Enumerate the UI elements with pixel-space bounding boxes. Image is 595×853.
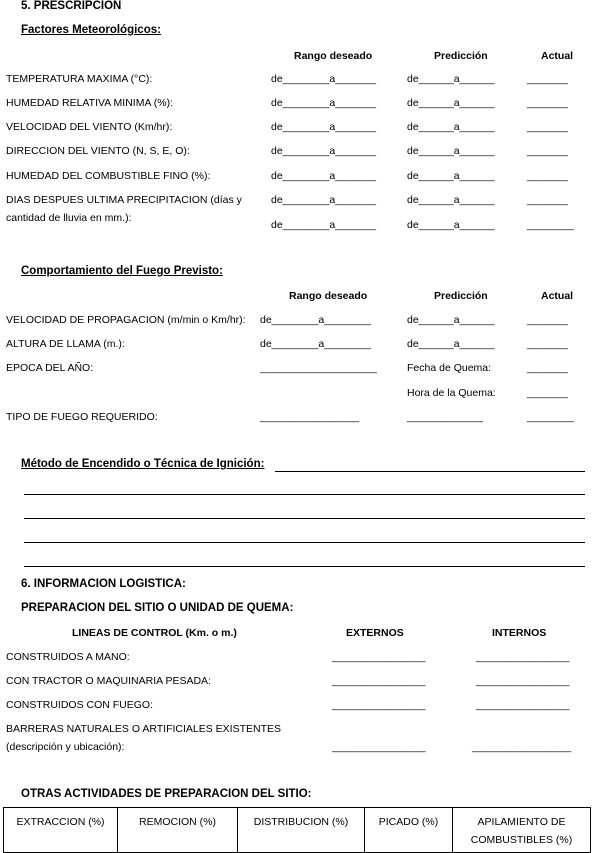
dias-rango-2[interactable]: de________a_______ — [271, 219, 377, 231]
tipo-fuego-label: TIPO DE FUEGO REQUERIDO: — [6, 411, 158, 423]
dias-pred-2[interactable]: de______a______ — [407, 219, 495, 231]
col-lineas-control: LINEAS DE CONTROL (Km. o m.) — [72, 627, 237, 639]
dias-label-line1: DIAS DESPUES ULTIMA PRECIPITACION (días y — [6, 194, 242, 206]
fire-row-label: ALTURA DE LLAMA (m.): — [6, 338, 125, 350]
met-row-label: VELOCIDAD DEL VIENTO (Km/hr): — [6, 121, 173, 133]
met-row-prediccion[interactable]: de______a______ — [407, 121, 495, 133]
met-row-rango[interactable]: de________a_______ — [271, 97, 377, 109]
site-preparation-heading: PREPARACION DEL SITIO O UNIDAD DE QUEMA: — [21, 602, 294, 614]
hora-quema-actual[interactable]: _______ — [527, 387, 568, 399]
met-row-prediccion[interactable]: de______a______ — [407, 73, 495, 85]
meteorological-factors-heading: Factores Meteorológicos: — [21, 24, 161, 36]
barreras-label-line2: (descripción y ubicación): — [6, 741, 125, 753]
tipo-fuego-actual[interactable]: ________ — [527, 411, 574, 423]
ignition-method-line-4[interactable] — [24, 566, 585, 567]
met-row-label: HUMEDAD DEL COMBUSTIBLE FINO (%): — [6, 170, 211, 182]
fire-row-prediccion[interactable]: de______a______ — [407, 314, 495, 326]
section-5-title: 5. PRESCRIPCION — [21, 0, 122, 12]
met-row-actual[interactable]: _______ — [527, 121, 568, 133]
met-row-rango[interactable]: de________a_______ — [271, 121, 377, 133]
ignition-method-line-2[interactable] — [24, 518, 585, 519]
table-row — [4, 808, 591, 853]
control-line-label: CONSTRUIDOS A MANO: — [6, 651, 130, 663]
met-row-prediccion[interactable]: de______a______ — [407, 145, 495, 157]
control-line-externos[interactable]: ________________ — [332, 699, 426, 711]
other-activities-table — [3, 807, 591, 853]
met-row-actual[interactable]: _______ — [527, 145, 568, 157]
fire-col-actual: Actual — [541, 290, 574, 302]
met-row-actual[interactable]: _______ — [527, 97, 568, 109]
dias-rango-1[interactable]: de________a_______ — [271, 194, 377, 206]
section-6-title: 6. INFORMACION LOGISTICA: — [21, 578, 186, 590]
control-line-label: CONSTRUIDOS CON FUEGO: — [6, 699, 154, 711]
dias-pred-1[interactable]: de______a______ — [407, 194, 495, 206]
table-cell-distribucion[interactable]: DISTRIBUCION (%) — [238, 808, 365, 853]
fire-behavior-heading: Comportamiento del Fuego Previsto: — [21, 265, 223, 277]
fire-row-rango[interactable]: de________a________ — [260, 314, 371, 326]
met-row-label: TEMPERATURA MAXIMA (°C): — [6, 73, 153, 85]
fecha-quema-actual[interactable]: _______ — [527, 362, 568, 374]
fecha-quema-label: Fecha de Quema: — [407, 362, 492, 374]
control-line-internos[interactable]: ________________ — [476, 651, 570, 663]
hora-quema-label: Hora de la Quema: — [407, 387, 496, 399]
tipo-fuego-rango[interactable]: _________________ — [260, 411, 360, 423]
ignition-method-line-3[interactable] — [24, 542, 585, 543]
epoca-label: EPOCA DEL AÑO: — [6, 362, 94, 374]
met-row-actual[interactable]: _______ — [527, 73, 568, 85]
table-cell-remocion[interactable]: REMOCION (%) — [118, 808, 238, 853]
fire-row-prediccion[interactable]: de______a______ — [407, 338, 495, 350]
control-line-internos[interactable]: ________________ — [476, 699, 570, 711]
tipo-fuego-pred[interactable]: _____________ — [407, 411, 483, 423]
control-line-label: CON TRACTOR O MAQUINARIA PESADA: — [6, 675, 211, 687]
met-row-label: HUMEDAD RELATIVA MINIMA (%): — [6, 97, 174, 109]
other-activities-heading: OTRAS ACTIVIDADES DE PREPARACION DEL SITIO: — [21, 788, 312, 800]
barreras-externos[interactable]: ________________ — [332, 741, 426, 753]
fire-col-rango-deseado: Rango deseado — [289, 290, 368, 302]
control-line-internos[interactable]: ________________ — [476, 675, 570, 687]
epoca-rango[interactable]: ____________________ — [260, 362, 377, 374]
met-row-rango[interactable]: de________a_______ — [271, 170, 377, 182]
met-row-rango[interactable]: de________a_______ — [271, 145, 377, 157]
dias-actual-2[interactable]: ________ — [527, 219, 574, 231]
fire-col-prediccion: Predicción — [434, 290, 488, 302]
barreras-label-line1: BARRERAS NATURALES O ARTIFICIALES EXISTENTES — [6, 723, 282, 735]
met-row-prediccion[interactable]: de______a______ — [407, 97, 495, 109]
col-rango-deseado: Rango deseado — [294, 50, 373, 62]
control-line-externos[interactable]: ________________ — [332, 675, 426, 687]
met-row-prediccion[interactable]: de______a______ — [407, 170, 495, 182]
fire-row-label: VELOCIDAD DE PROPAGACION (m/min o Km/hr): — [6, 314, 246, 326]
fire-row-actual[interactable]: _______ — [527, 338, 568, 350]
ignition-method-heading: Método de Encendido o Técnica de Ignición: — [21, 458, 265, 470]
dias-actual-1[interactable]: _______ — [527, 194, 568, 206]
met-row-rango[interactable]: de________a_______ — [271, 73, 377, 85]
met-row-actual[interactable]: _______ — [527, 170, 568, 182]
fire-row-actual[interactable]: _______ — [527, 314, 568, 326]
col-externos: EXTERNOS — [346, 627, 404, 639]
table-cell-extraccion[interactable]: EXTRACCION (%) — [4, 808, 118, 853]
col-prediccion: Predicción — [434, 50, 488, 62]
barreras-internos[interactable]: _________________ — [472, 741, 572, 753]
fire-row-rango[interactable]: de________a________ — [260, 338, 371, 350]
col-actual: Actual — [541, 50, 574, 62]
table-cell-picado[interactable]: PICADO (%) — [365, 808, 453, 853]
table-cell-apilamiento[interactable]: APILAMIENTO DE COMBUSTIBLES (%) — [453, 808, 591, 853]
met-row-label: DIRECCION DEL VIENTO (N, S, E, O): — [6, 145, 190, 157]
control-line-externos[interactable]: ________________ — [332, 651, 426, 663]
ignition-method-line-1[interactable] — [24, 494, 585, 495]
dias-label-line2: cantidad de lluvia en mm.): — [6, 212, 132, 224]
col-internos: INTERNOS — [492, 627, 547, 639]
ignition-method-line-0[interactable] — [275, 471, 585, 472]
